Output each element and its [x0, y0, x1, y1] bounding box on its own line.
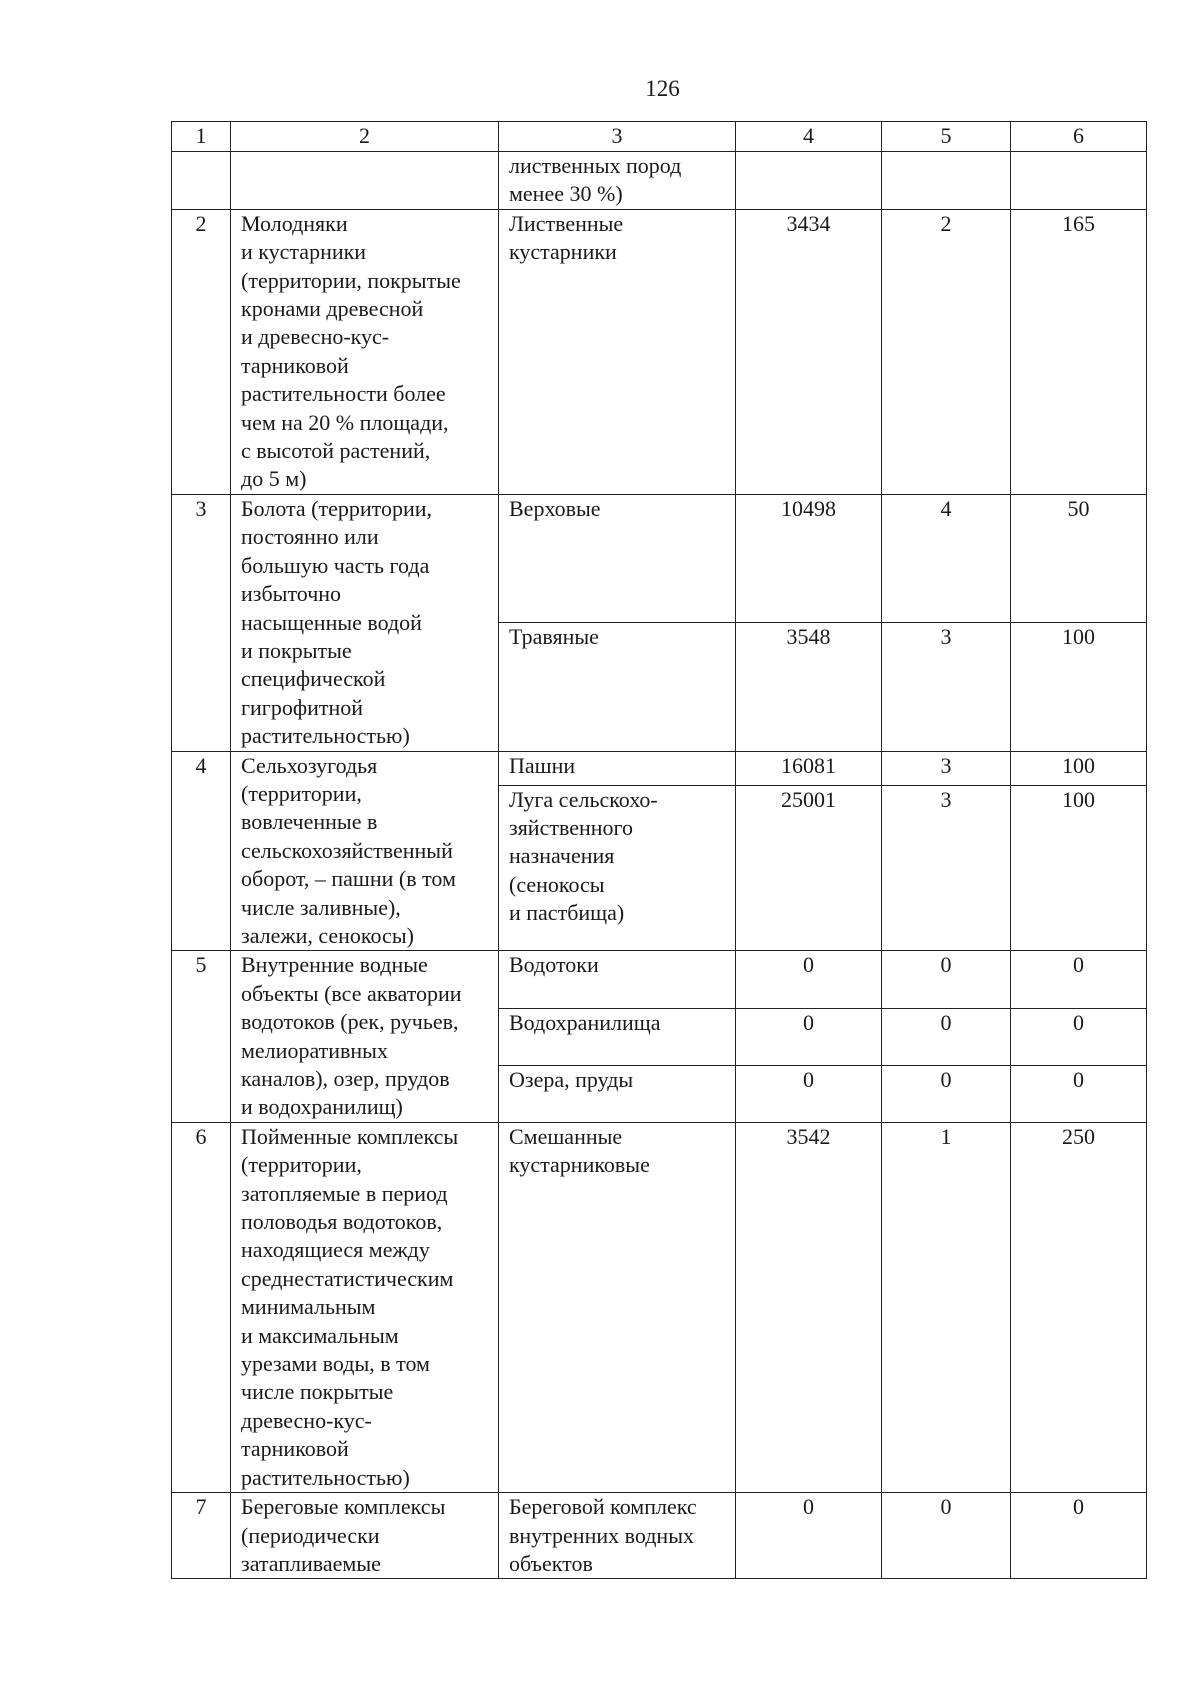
value-cell: 0 [1011, 1493, 1147, 1579]
category-cell: Луга сельскохо- зяйственного назначения (сенокосы и пастбища) [499, 785, 736, 951]
value-cell: 0 [882, 1008, 1011, 1065]
header-cell: 4 [736, 122, 882, 152]
category-cell: Верховые [499, 494, 736, 622]
value-cell: 100 [1011, 785, 1147, 951]
table-row [172, 209, 1147, 494]
header-cell: 2 [231, 122, 499, 152]
value-cell: 3 [882, 751, 1011, 785]
row-number-cell: 3 [172, 494, 231, 751]
value-cell [736, 152, 882, 210]
row-number-cell: 7 [172, 1493, 231, 1579]
category-cell: Водохранилища [499, 1008, 736, 1065]
value-cell: 0 [736, 1065, 882, 1122]
header-cell: 5 [882, 122, 1011, 152]
table-row [172, 951, 1147, 1008]
value-cell: 3434 [736, 209, 882, 494]
description-cell: Внутренние водные объекты (все акватории водотоков (рек, ручьев, мелиоративных каналов), озер, прудов и водохранилищ) [231, 951, 499, 1122]
value-cell: 0 [1011, 951, 1147, 1008]
category-cell: Береговой комплекс внутренних водных объектов [499, 1493, 736, 1579]
value-cell: 0 [736, 951, 882, 1008]
value-cell: 0 [1011, 1065, 1147, 1122]
value-cell: 0 [736, 1493, 882, 1579]
value-cell: 100 [1011, 623, 1147, 751]
category-cell: Озера, пруды [499, 1065, 736, 1122]
category-cell: Смешанные кустарниковые [499, 1122, 736, 1492]
value-cell: 2 [882, 209, 1011, 494]
data-table [171, 121, 1147, 1579]
value-cell: 0 [1011, 1008, 1147, 1065]
value-cell: 165 [1011, 209, 1147, 494]
description-cell: Пойменные комплексы (территории, затопляемые в период половодья водотоков, находящиеся между среднестатистическим минимальным и максимальным урезами воды, в том числе покрытые древесно-кус- тарниковой растительностью) [231, 1122, 499, 1492]
table-row [172, 494, 1147, 622]
header-cell: 3 [499, 122, 736, 152]
value-cell: 10498 [736, 494, 882, 622]
page-number: 126 [645, 76, 680, 101]
header-cell: 1 [172, 122, 231, 152]
value-cell: 3548 [736, 623, 882, 751]
description-cell: Береговые комплексы (периодически затапливаемые [231, 1493, 499, 1579]
description-cell: Сельхозугодья (территории, вовлеченные в сельскохозяйственный оборот, – пашни (в том числе заливные), залежи, сенокосы) [231, 751, 499, 951]
value-cell: 0 [736, 1008, 882, 1065]
value-cell [1011, 152, 1147, 210]
value-cell: 3 [882, 785, 1011, 951]
category-cell: Травяные [499, 623, 736, 751]
continuation-row [172, 152, 1147, 210]
row-number-cell: 5 [172, 951, 231, 1122]
row-number-cell [172, 152, 231, 210]
table-row [172, 1122, 1147, 1492]
value-cell: 25001 [736, 785, 882, 951]
value-cell: 0 [882, 951, 1011, 1008]
value-cell: 250 [1011, 1122, 1147, 1492]
category-cell: Водотоки [499, 951, 736, 1008]
table-row [172, 751, 1147, 785]
value-cell: 3542 [736, 1122, 882, 1492]
category-cell: Лиственные кустарники [499, 209, 736, 494]
header-cell: 6 [1011, 122, 1147, 152]
row-number-cell: 6 [172, 1122, 231, 1492]
header-row [172, 122, 1147, 152]
value-cell: 0 [882, 1493, 1011, 1579]
value-cell: 4 [882, 494, 1011, 622]
description-cell [231, 152, 499, 210]
value-cell: 100 [1011, 751, 1147, 785]
value-cell: 1 [882, 1122, 1011, 1492]
description-cell: Молодняки и кустарники (территории, покрытые кронами древесной и древесно-кус- тарниковой растительности более чем на 20 % площади, с высотой растений, до 5 м) [231, 209, 499, 494]
value-cell [882, 152, 1011, 210]
value-cell: 16081 [736, 751, 882, 785]
category-cell: лиственных пород менее 30 %) [499, 152, 736, 210]
description-cell: Болота (территории, постоянно или большую часть года избыточно насыщенные водой и покрытые специфической гигрофитной растительностью) [231, 494, 499, 751]
value-cell: 3 [882, 623, 1011, 751]
row-number-cell: 4 [172, 751, 231, 951]
value-cell: 50 [1011, 494, 1147, 622]
row-number-cell: 2 [172, 209, 231, 494]
table-row [172, 1493, 1147, 1579]
value-cell: 0 [882, 1065, 1011, 1122]
category-cell: Пашни [499, 751, 736, 785]
